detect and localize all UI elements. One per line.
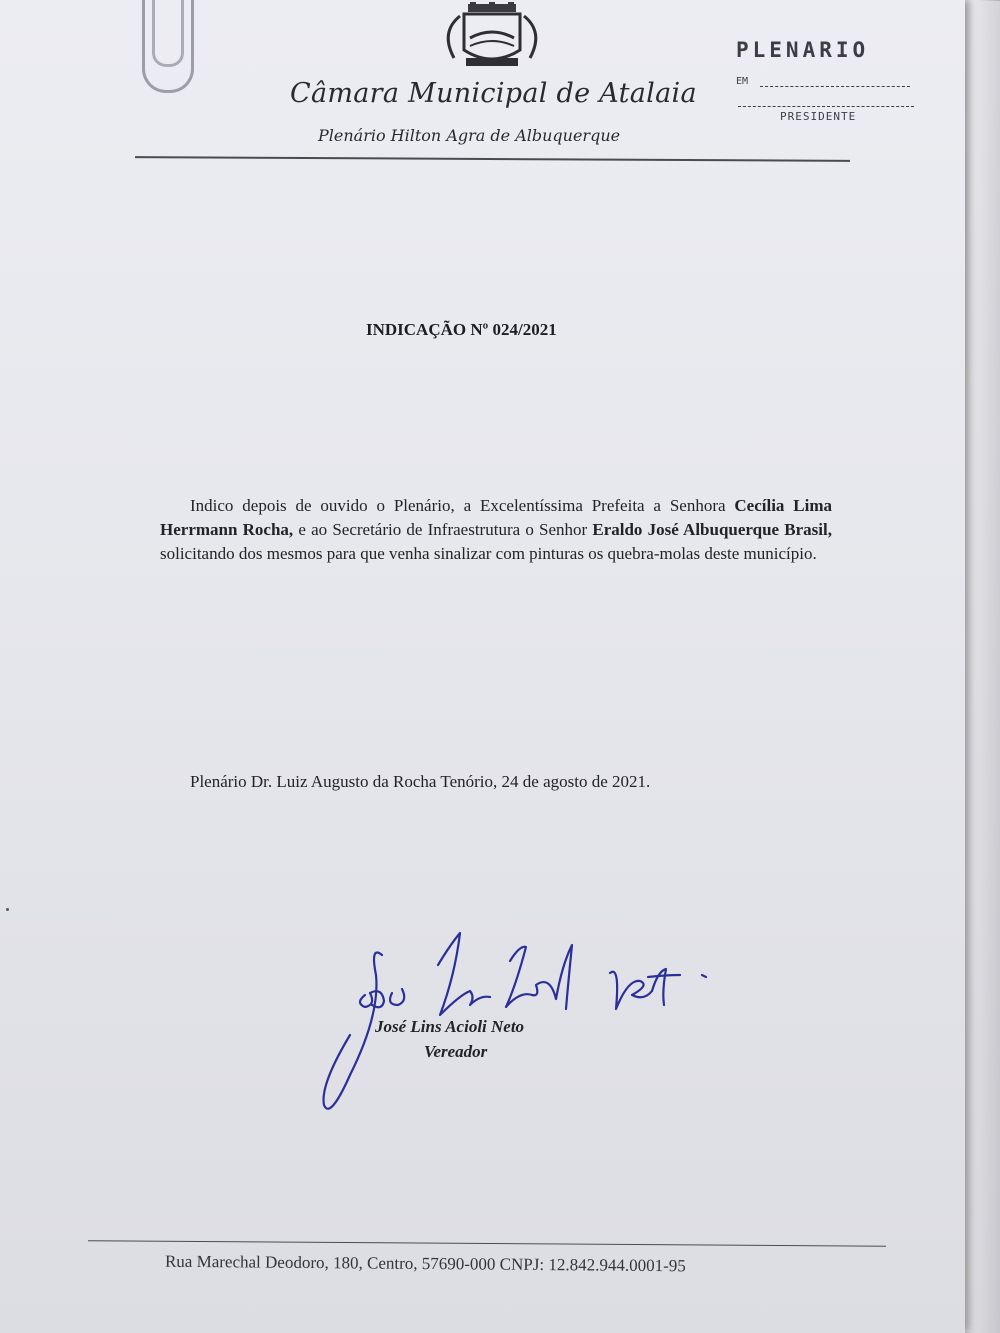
header-divider <box>135 156 850 162</box>
signer-name: José Lins Acioli Neto <box>375 1017 525 1036</box>
body-part-2-bold: Cecília Lima Herrmann Rocha, <box>160 496 832 539</box>
stamp-line <box>760 86 910 87</box>
document-heading: INDICAÇÃO Nº 024/2021 <box>366 320 557 339</box>
stamp-line <box>738 106 914 107</box>
institution-name: Câmara Municipal de Atalaia <box>290 78 697 109</box>
plenary-stamp <box>732 38 922 128</box>
body-part-1: Indico depois de ouvido o Plenário, a Excelentíssima Prefeita a Senhora <box>190 496 735 515</box>
body-part-5: solicitando dos mesmos para que venha sinalizar com pinturas os quebra-molas deste município. <box>160 544 817 563</box>
municipal-crest-icon <box>430 2 555 72</box>
stamp-title: PLENARIO <box>736 38 870 62</box>
stamp-em-label: EM <box>736 76 749 87</box>
body-part-4-bold: Eraldo José Albuquerque Brasil, <box>592 520 832 539</box>
paper-clip-inner <box>152 0 184 67</box>
footer-address: Rua Marechal Deodoro, 180, Centro, 57690-000 CNPJ: 12.842.944.0001-95 <box>164 1251 686 1276</box>
body-part-3: e ao Secretário de Infraestrutura o Senhor <box>293 520 593 539</box>
document-body <box>160 494 832 566</box>
place-date: Plenário Dr. Luiz Augusto da Rocha Tenório, 24 de agosto de 2021. <box>190 772 651 791</box>
plenary-name: Plenário Hilton Agra de Albuquerque <box>318 126 621 145</box>
footer-divider <box>88 1240 886 1247</box>
signer-role: Vereador <box>424 1042 488 1061</box>
margin-mark <box>6 908 9 911</box>
stamp-president-label: PRESIDENTE <box>780 110 857 123</box>
